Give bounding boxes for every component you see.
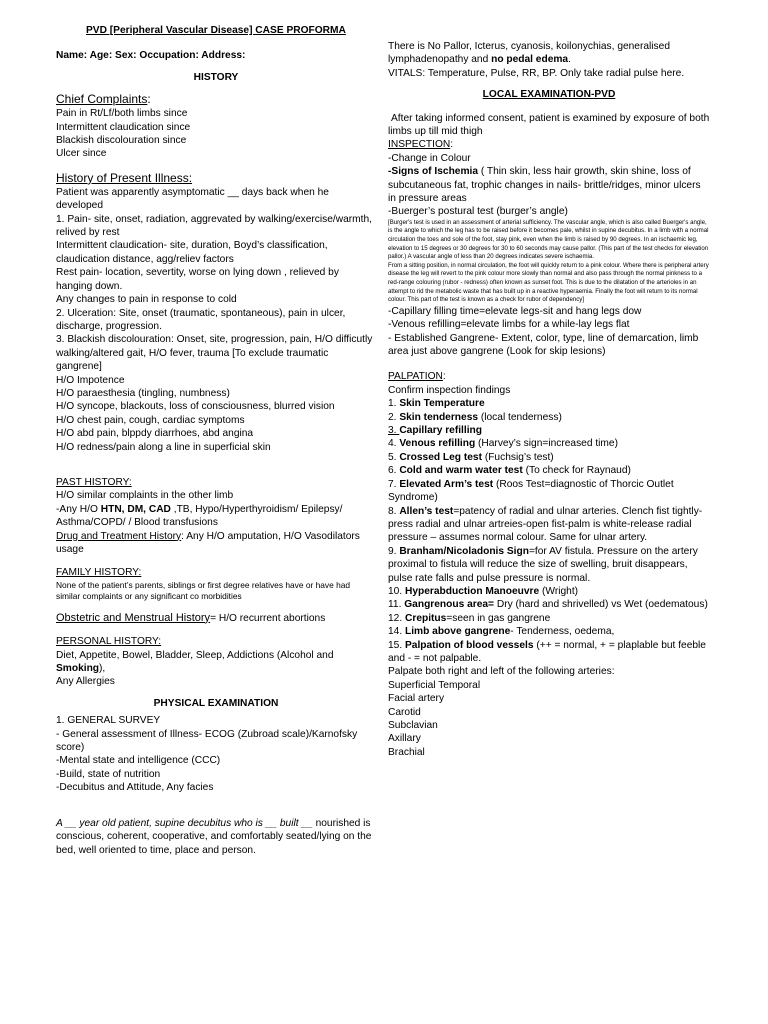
general-findings: There is No Pallor, Icterus, cyanosis, koilonychias, generalised lymphadenopathy and no pedal edema. [388, 41, 670, 66]
artery-item: Superficial Temporal [388, 679, 481, 691]
palpation-item: 11. Gangrenous area= Dry (hard and shrivelled) vs Wet (oedematous) [388, 599, 708, 611]
local-exam-heading: LOCAL EXAMINATION-PVD [482, 89, 616, 101]
palpate-arteries-intro: Palpate both right and left of the following arteries: [388, 666, 615, 678]
list-item: Any changes to pain in response to cold [56, 294, 237, 306]
physical-exam-heading: PHYSICAL EXAMINATION [153, 697, 279, 709]
artery-item: Subclavian [388, 720, 438, 731]
buerger-note: From a sitting position, in normal circulation, the foot will quickly return to a pink colour. Where there is peripheral artery disease the leg will revert to the pink colour more slowly than normal and also pass through the normal pinkness to a red-range colouring (rubor - redness) often known as sunset foot. This is due to the dilatation of the arterioles in an attempt to rid the metabolic waste that has built up in a reactive hyperaemia. Finally the foot will return to its normal colour. This part of the test is known as a check for rubor of dependency] [388, 261, 709, 304]
palpation-item: 15. Palpation of blood vessels (++ = normal, + = plaplable but feeble and - = not palpable. [388, 639, 706, 664]
vitals-line: VITALS: Temperature, Pulse, RR, BP. Only take radial pulse here. [388, 67, 685, 79]
list-item: H/O chest pain, cough, cardiac symptoms [56, 414, 245, 426]
general-survey-summary: A __ year old patient, supine decubitus who is __ built __ nourished is conscious, coherent, cooperative, and comfortably seated/lying on the bed, well oriented to time, place and person. [56, 817, 372, 856]
document-title: PVD [Peripheral Vascular Disease] CASE PROFORMA [86, 25, 346, 36]
consent-text: After taking informed consent, patient is examined by exposure of both limbs up till mid thigh [388, 112, 710, 138]
list-item: -Build, state of nutrition [56, 768, 161, 780]
personal-history-item: Any Allergies [56, 676, 115, 688]
inspection-item: - Established Gangrene- Extent, color, type, line of demarcation, limb area just above gangrene (Look for skip lesions) [388, 332, 699, 358]
family-history-text: None of the patient’s parents, siblings or first degree relatives have or have had similar complaints or any significant co morbidities [56, 579, 351, 601]
left-column [56, 24, 376, 857]
list-item: Rest pain- location, severtity, worse on lying down , relieved by hanging down. [56, 267, 339, 292]
past-history-heading: PAST HISTORY: [56, 476, 132, 488]
list-item: H/O redness/pain along a line in superficial skin [56, 441, 271, 453]
past-history-item: -Any H/O HTN, DM, CAD ,TB, Hypo/Hyperthyroidism/ Epilepsy/ Asthma/COPD/ / Blood transfusions [56, 503, 343, 529]
list-item: -Decubitus and Attitude, Any facies [56, 782, 214, 794]
artery-item: Carotid [388, 706, 421, 718]
artery-item: Axillary [388, 733, 421, 745]
artery-item: Facial artery [388, 693, 445, 705]
buerger-note: [Burger's test is used in an assessment of arterial sufficiency. The vascular angle, which is also called Buerger's angle, is the angle to which the leg has to be raised before it becomes pale, whilst in supine decubitus. In a limb with a normal circulation the toes and sole of the foot, stay pink, even when the limb is raised by 90 degrees. In an ischaemic leg, elevation to 15 degrees or 30 degrees for 30 to 60 seconds may cause pallor. (This part of the test checks for elevation pallor.) A vascular angle of less than 20 degrees indicates severe ischaemia. [388, 218, 709, 261]
list-item: - General assessment of Illness- ECOG (Zubroad scale)/Karnofsky score) [56, 728, 358, 754]
list-item: 1. Pain- site, onset, radiation, aggrevated by walking/exercise/warmth, relived by rest [56, 213, 372, 239]
palpation-item: 6. Cold and warm water test (To check for Raynaud) [388, 465, 631, 477]
list-item: 2. Ulceration: Site, onset (traumatic, spontaneous), pain in ulcer, discharge, progression. [56, 307, 346, 332]
family-history-heading: FAMILY HISTORY: [56, 567, 142, 579]
palpation-item: 1. Skin Temperature [388, 398, 485, 410]
hopi-heading: History of Present Illness: [56, 170, 193, 185]
palpation-item: 3. Capillary refilling [388, 425, 482, 437]
inspection-heading: INSPECTION: [388, 139, 454, 151]
personal-history-heading: PERSONAL HISTORY: [56, 636, 162, 648]
palpation-item: 14. Limb above gangrene- Tenderness, oedema, [388, 626, 615, 638]
palpation-item: 7. Elevated Arm’s test (Roos Test=diagnostic of Thorcic Outlet Syndrome) [388, 478, 674, 504]
list-item: Intermittent claudication- site, duration, Boyd’s classification, claudication distance, agg/reliev factors [56, 240, 328, 265]
list-item: H/O abd pain, blppdy diarrhoes, abd angina [56, 428, 254, 440]
palpation-item: 5. Crossed Leg test (Fuchsig’s test) [388, 451, 554, 463]
palpation-item: 9. Branham/Nicoladonis Sign=for AV fistula. Pressure on the artery proximal to fistula will reduce the size of swelling, bruit disappears, pulse rate falls and pulse pressure is normal. [388, 545, 698, 584]
personal-history-item: Diet, Appetite, Bowel, Bladder, Sleep, Addictions (Alcohol and Smoking), [56, 649, 334, 675]
inspection-item: -Venous refilling=elevate limbs for a while-lay legs flat [388, 319, 630, 331]
inspection-item: -Capillary filling time=elevate legs-sit and hang legs dow [388, 305, 642, 317]
list-item: Intermittent claudication since [56, 121, 191, 133]
inspection-item: -Buerger’s postural test (burger’s angle) [388, 206, 568, 218]
palpation-list [388, 397, 710, 665]
list-item: H/O syncope, blackouts, loss of consciousness, blurred vision [56, 401, 335, 413]
list-item: 3. Blackish discolouration: Onset, site, progression, pain, H/O difficutly walking/altered gait, H/O fever, trauma [To exclude traumatic gangrene] [56, 334, 373, 373]
list-item: Ulcer since [56, 148, 107, 160]
palpation-heading: PALPATION: [388, 371, 446, 383]
chief-complaints-heading: Chief Complaints: [56, 92, 151, 107]
palpation-item: 10. Hyperabduction Manoeuvre (Wright) [388, 585, 579, 597]
palpation-intro: Confirm inspection findings [388, 384, 511, 396]
general-survey-heading: 1. GENERAL SURVEY [56, 715, 161, 727]
palpation-item: 12. Crepitus=seen in gas gangrene [388, 612, 551, 624]
past-history-item: H/O similar complaints in the other limb [56, 490, 234, 502]
list-item: -Mental state and intelligence (CCC) [56, 755, 221, 767]
drug-history: Drug and Treatment History: Any H/O amputation, H/O Vasodilators usage [56, 530, 360, 555]
complaints-list [56, 107, 376, 161]
palpation-item: 8. Allen’s test=patency of radial and ulnar arteries. Clench fist tightly-press radial and ulnar artreies-open fist-palm is white-release radial pressure – assumes normal colour. Same for ulnar artery. [388, 505, 703, 544]
list-item: H/O paraesthesia (tingling, numbness) [56, 387, 230, 399]
obstetric-history: Obstetric and Menstrual History= H/O recurrent abortions [56, 611, 326, 624]
list-item: Patient was apparently asymptomatic __ days back when he developed [56, 186, 329, 212]
list-item: H/O Impotence [56, 374, 125, 386]
list-item: Blackish discolouration since [56, 135, 187, 147]
palpation-item: 2. Skin tenderness (local tenderness) [388, 411, 562, 423]
right-column [388, 40, 710, 759]
hopi-list [56, 186, 376, 454]
palpation-item: 4. Venous refilling (Harvey’s sign=increased time) [388, 438, 618, 450]
inspection-item: -Signs of Ischemia ( Thin skin, less hair growth, skin shine, loss of subcutaneous fat, trophic changes in nails- brittle/ridges, minor ulcers in pressure areas [388, 166, 701, 205]
inspection-item: -Change in Colour [388, 152, 471, 164]
history-heading: HISTORY [193, 71, 239, 83]
list-item: Pain in Rt/Lf/both limbs since [56, 108, 188, 120]
artery-item: Brachial [388, 746, 425, 758]
patient-details-line: Name: Age: Sex: Occupation: Address: [56, 50, 246, 62]
